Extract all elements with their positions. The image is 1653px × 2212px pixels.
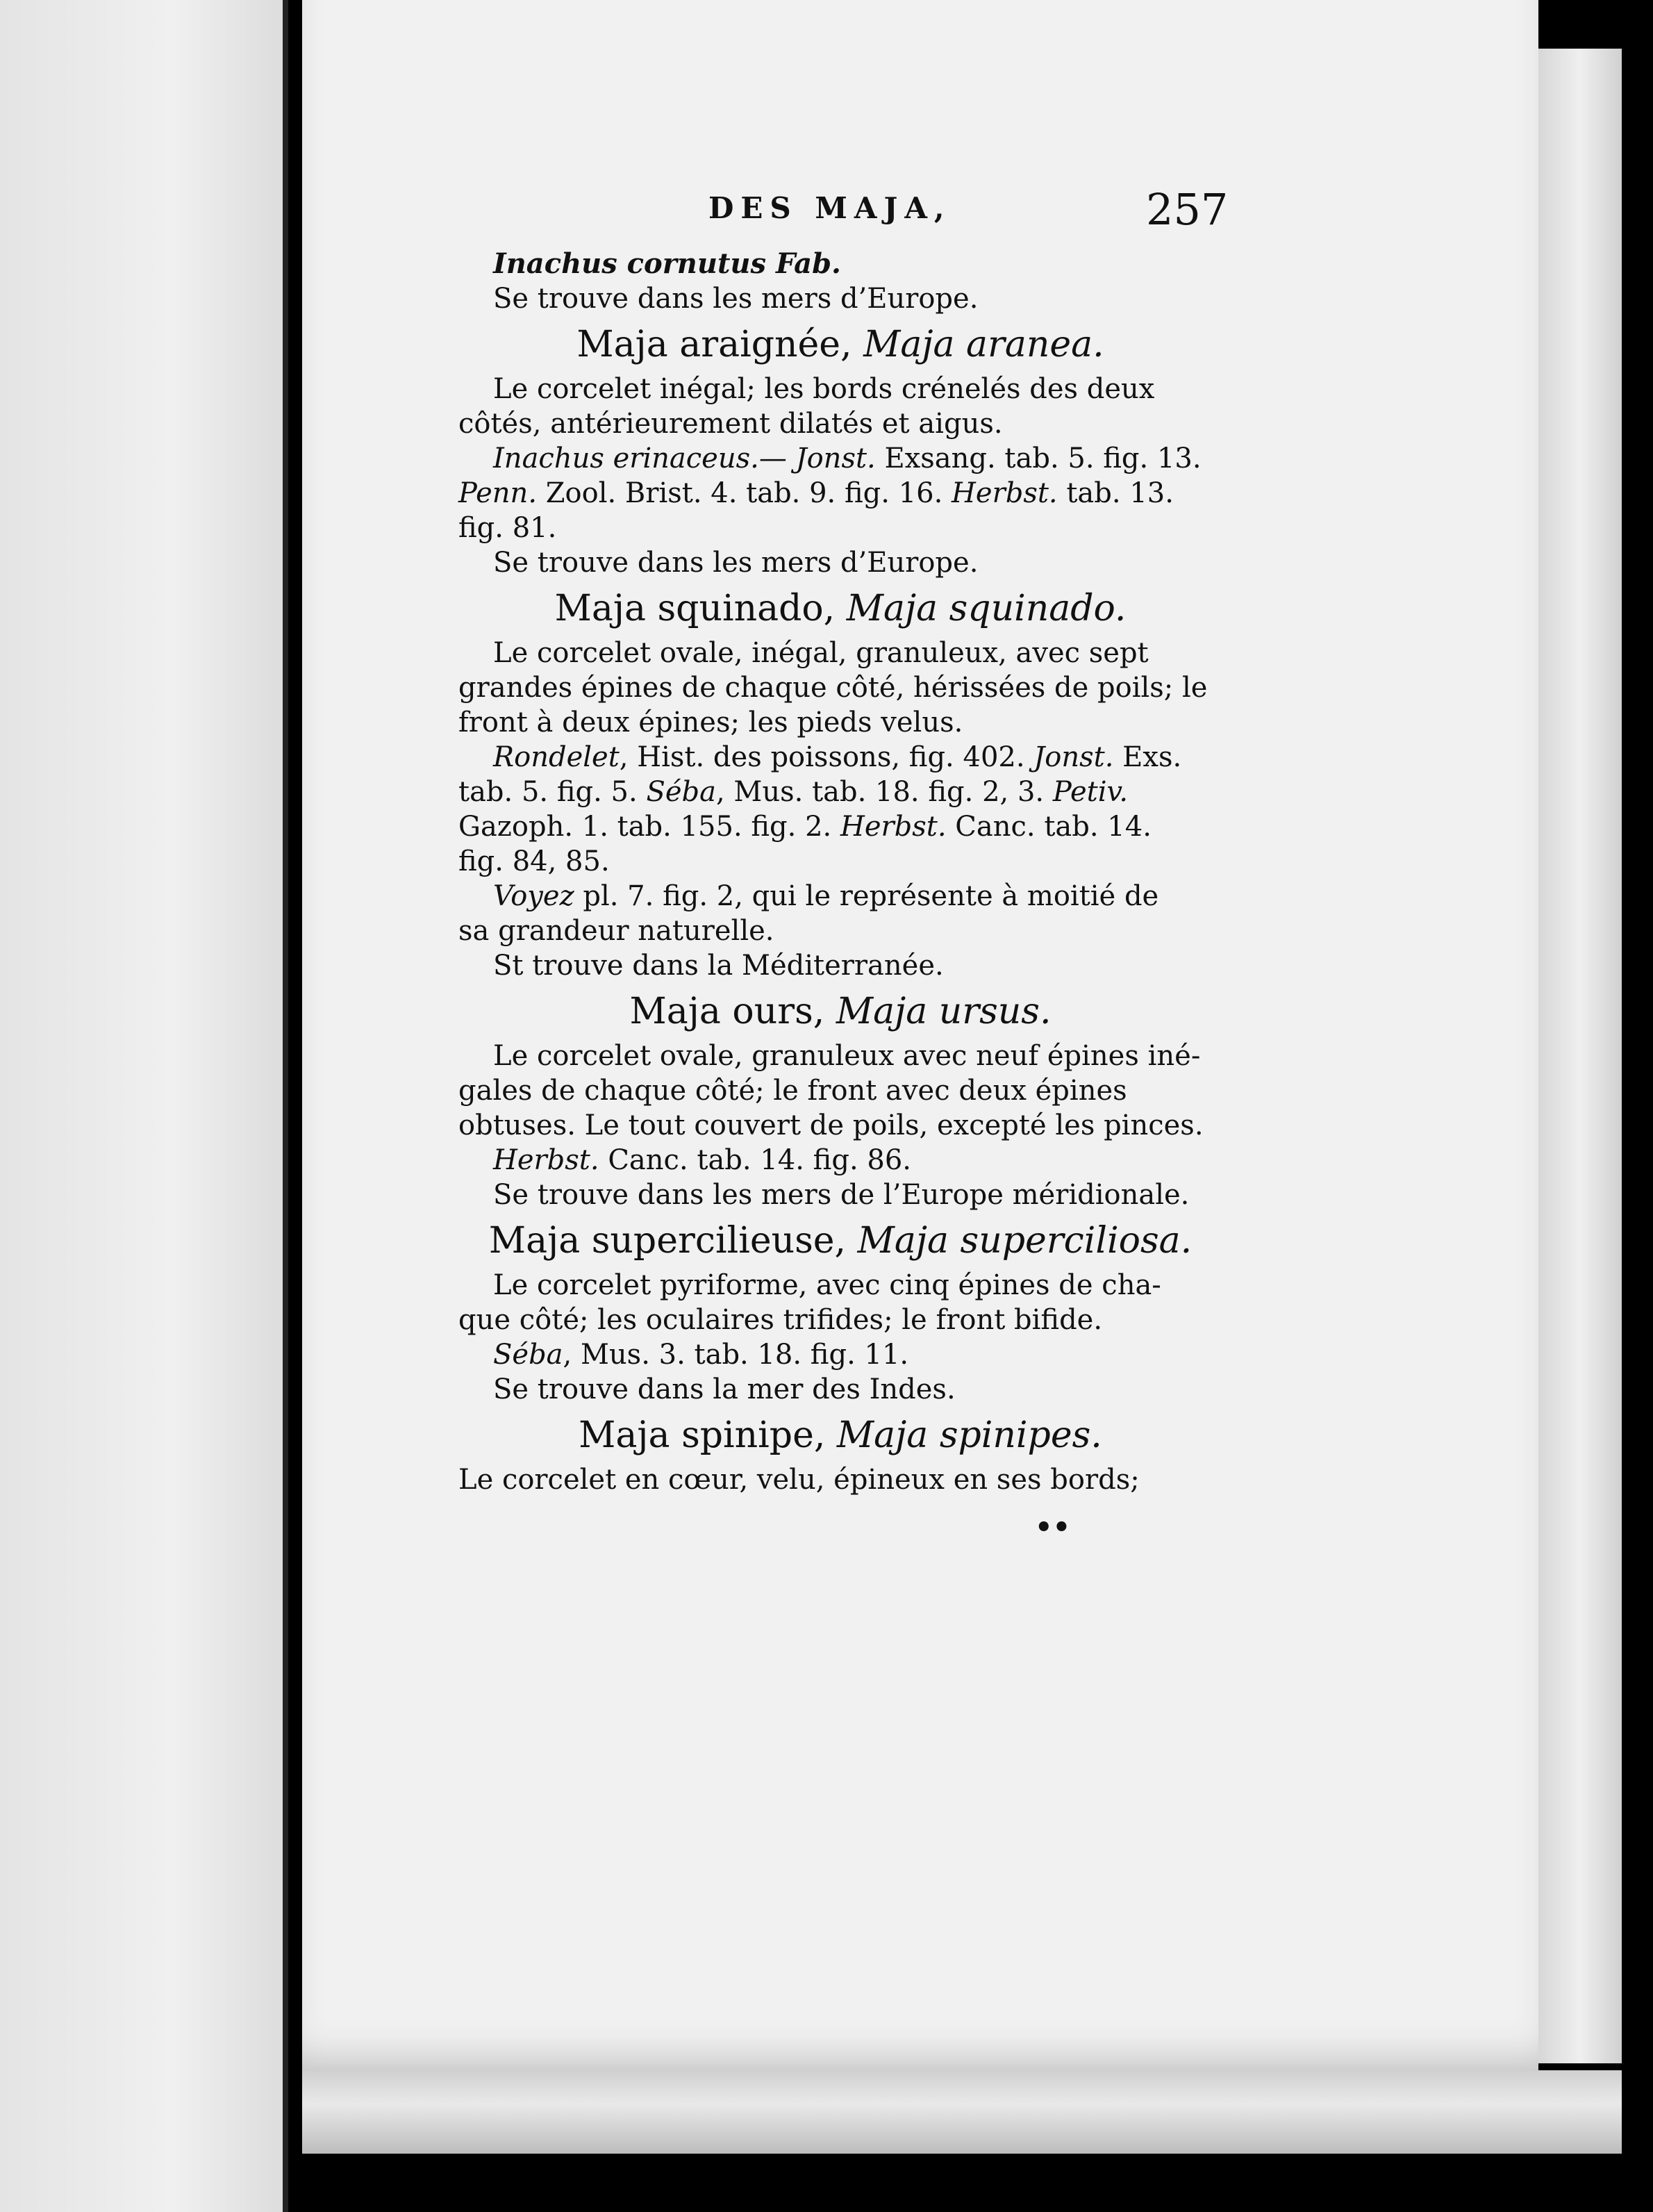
species-heading-superciliosa <box>458 1216 1222 1265</box>
binding-edge <box>283 0 288 2212</box>
species-name: Maja supercilieuse, <box>488 1220 847 1262</box>
species-latin: Maja superciliosa. <box>857 1220 1193 1262</box>
ref-author: Séba <box>493 1339 563 1371</box>
description-line: Le corcelet inégal; les bords crénelés des deux <box>493 373 1155 405</box>
ref-text: pl. 7. fig. 2, qui le représente à moitié de <box>574 880 1159 912</box>
description-line: gales de chaque côté; le front avec deux épines <box>458 1075 1127 1107</box>
running-head: DES MAJA, <box>708 191 952 225</box>
ref-text: Exsang. tab. 5. fig. 13. <box>875 443 1202 474</box>
description-line: côtés, antérieurement dilatés et aigus. <box>458 408 1003 440</box>
species-heading-aranea <box>458 320 1222 369</box>
description-line: front à deux épines; les pieds velus. <box>458 707 963 738</box>
species-heading-ursus <box>458 987 1222 1036</box>
ref-author: Penn. <box>458 477 538 509</box>
description-line: grandes épines de chaque côté, hérissées de poils; le <box>458 672 1208 704</box>
reference-line <box>458 809 1222 844</box>
species-name: Maja squinado, <box>554 588 836 629</box>
description-line: Le corcelet ovale, granuleux avec neuf épines iné- <box>493 1040 1201 1072</box>
ref-text: Zool. Brist. 4. tab. 9. fig. 16. <box>537 477 952 509</box>
left-page-margin <box>0 0 288 2212</box>
species-latin: Maja ursus. <box>836 991 1052 1032</box>
ref-text: , Mus. tab. 18. fig. 2, 3. <box>715 776 1053 808</box>
reference-line: fig. 84, 85. <box>458 845 610 877</box>
ref-text: , Hist. des poissons, fig. 402. <box>619 741 1034 773</box>
synonym-line: Inachus cornutus Fab. <box>493 247 841 280</box>
ref-author: Herbst. <box>493 1144 599 1176</box>
ref-author: Inachus erinaceus.— Jonst. <box>493 443 876 474</box>
description-line: que côté; les oculaires trifides; le front bifide. <box>458 1304 1103 1336</box>
page-bottom-edge <box>302 2070 1622 2154</box>
ref-author: Petiv. <box>1052 776 1129 808</box>
ref-text: tab. 13. <box>1057 477 1174 509</box>
reference-line <box>458 476 1222 511</box>
ref-text: , Mus. 3. tab. 18. fig. 11. <box>563 1339 909 1371</box>
page-edge-strip <box>1538 49 1622 2063</box>
species-name: Maja spinipe, <box>579 1414 826 1456</box>
ref-text: Canc. tab. 14. <box>946 811 1152 843</box>
description-line: Le corcelet pyriforme, avec cinq épines de cha- <box>493 1269 1161 1301</box>
description-line: Le corcelet ovale, inégal, granuleux, avec sept <box>493 637 1149 669</box>
ref-author: Rondelet <box>493 741 620 773</box>
reference-line: fig. 81. <box>458 512 557 544</box>
ref-text: Gazoph. 1. tab. 155. fig. 2. <box>458 811 840 843</box>
species-name: Maja ours, <box>629 991 825 1032</box>
habitat-line: Se trouve dans les mers de l’Europe méridionale. <box>493 1179 1190 1211</box>
habitat-line: Se trouve dans les mers d’Europe. <box>493 547 979 579</box>
reference-line <box>458 775 1222 809</box>
description-line: obtuses. Le tout couvert de poils, excepté les pinces. <box>458 1109 1204 1141</box>
ref-author: Herbst. <box>952 477 1058 509</box>
page-number: 257 <box>1146 184 1229 235</box>
signature-mark: •• <box>1035 1511 1071 1544</box>
reference-line <box>458 441 1222 476</box>
habitat-line: Se trouve dans les mers d’Europe. <box>493 283 979 315</box>
species-latin: Maja aranea. <box>863 324 1104 365</box>
description-line: Le corcelet en cœur, velu, épineux en ses bords; <box>458 1464 1140 1496</box>
species-heading-spinipes <box>458 1411 1222 1460</box>
ref-text: Canc. tab. 14. fig. 86. <box>599 1144 911 1176</box>
species-latin: Maja squinado. <box>846 588 1127 629</box>
ref-text: tab. 5. fig. 5. <box>458 776 647 808</box>
ref-author: Herbst. <box>840 811 947 843</box>
ref-text: Exs. <box>1113 741 1182 773</box>
reference-line <box>458 740 1222 775</box>
species-heading-squinado <box>458 584 1222 633</box>
species-latin: Maja spinipes. <box>836 1414 1102 1456</box>
ref-author: Séba <box>646 776 716 808</box>
habitat-line: St trouve dans la Méditerranée. <box>493 950 944 982</box>
ref-author: Voyez <box>493 880 574 912</box>
ref-author: Jonst. <box>1033 741 1114 773</box>
reference-line <box>458 1337 1222 1372</box>
plate-reference-line: sa grandeur naturelle. <box>458 915 774 947</box>
species-name: Maja araignée, <box>576 324 852 365</box>
reference-line <box>458 1143 1222 1178</box>
page-header <box>458 184 1229 247</box>
page-text <box>458 184 1229 1544</box>
plate-reference-line <box>458 879 1222 914</box>
habitat-line: Se trouve dans la mer des Indes. <box>493 1373 956 1405</box>
